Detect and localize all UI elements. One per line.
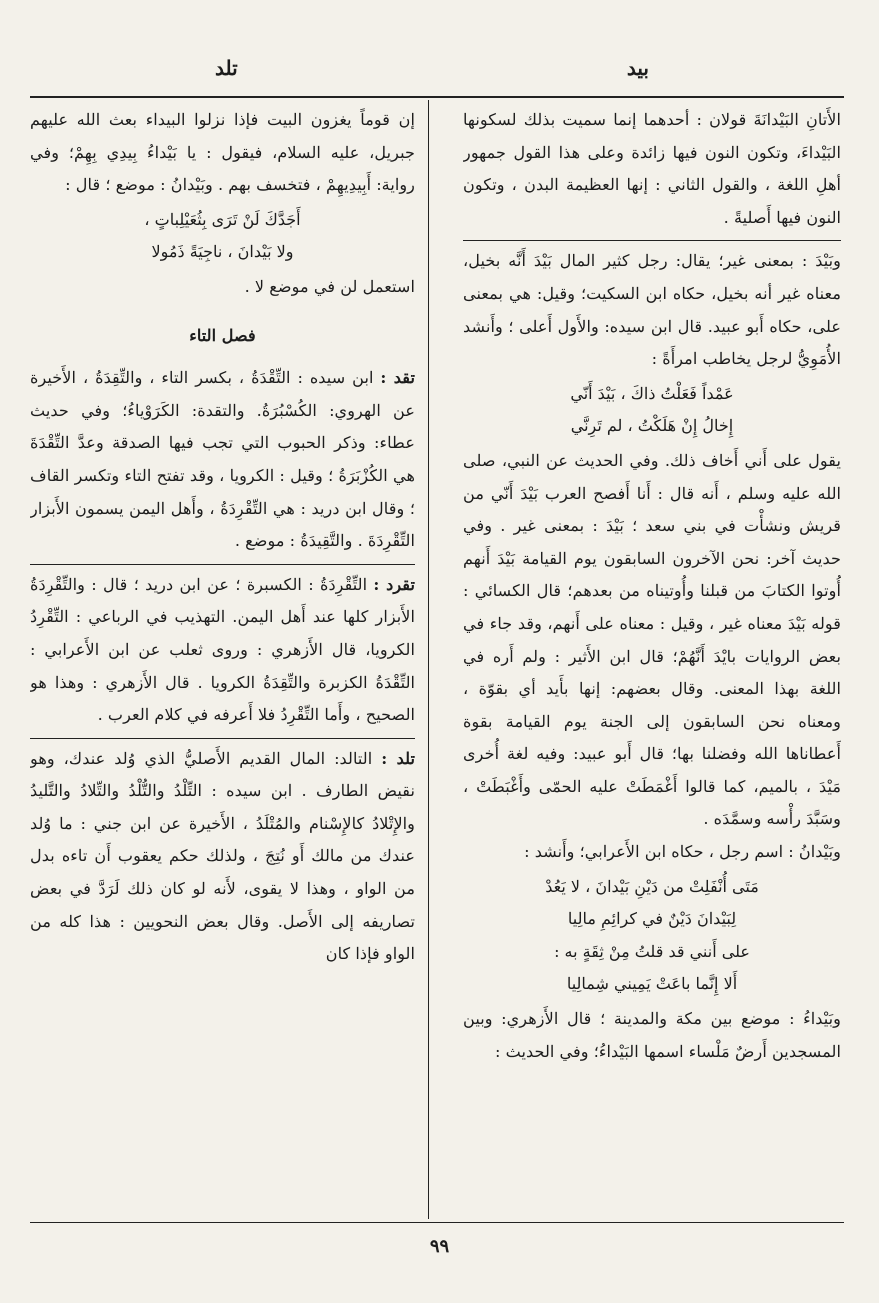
verse-line: أَلا إِنَّما باعَتْ يَمِيني شِمالِيا <box>566 974 738 994</box>
paragraph: وبَيْداءُ : موضع بين مكة والمدينة ؛ قال الأَزهري: وبين المسجدين أَرضٌ مَلْساء اسمها البَيْداءُ؛ وفي الحديث : <box>463 1009 841 1061</box>
page-header <box>40 52 839 92</box>
entry-tld <box>30 743 415 971</box>
paragraph: إن قوماً يغزون البيت فإذا نزلوا البيداء بعث الله عليهم جبريل، عليه السلام، فيقول : يا بَيْداءُ بِيدِي بِهِمْ؛ وفي رواية: أَبِيدِيهِمْ ، فتخسف بهم . وبَيْدانُ : موضع ؛ قال : <box>30 110 415 195</box>
column-divider <box>428 100 429 1219</box>
verse-line: لِبَيْدانَ دَيْنٌ في كرائِمِ مالِيا <box>567 909 737 929</box>
verse-line: عَمْداً فَعَلْتُ ذاكَ ، بَيْدَ أَنّي <box>570 383 734 403</box>
paragraph: استعمل لن في موضع لا . <box>244 276 415 296</box>
paragraph: وبَيْدَ : بمعنى غير؛ يقال: رجل كثير المال بَيْدَ أَنَّه بخيل، معناه غير أنه بخيل، حكاه ابن السكيت؛ وقيل: هي بمعنى على، حكاه أَبو عبيد. قال ابن سيده: والأَول أَعلى ؛ وأَنشد الأُمَوِيُّ لرجل يخاطب امرأَةً : <box>463 251 841 369</box>
section-title: فصل التاء <box>189 325 256 345</box>
verse-line: على أَنني قد قلتُ مِنْ ثِقَةٍ به : <box>554 941 750 961</box>
running-headword-right: بيد <box>626 56 649 80</box>
entry-tqd <box>30 362 415 558</box>
right-column <box>463 104 841 1217</box>
verse-line: ولا بَيْدانَ ، ناجِيَةً ذَمُولا <box>151 242 294 262</box>
entry-headword: تلد : <box>381 748 415 768</box>
entry-headword: تقرد : <box>373 574 415 594</box>
paragraph: الأَتانِ البَيْدانَةَ قولان : أحدهما إنما سميت بذلك لسكونها البَيْداءَ، وتكون النون فيها زائدة وعلى هذا القول جمهور أهلِ اللغة ، والقول الثاني : إنها العظيمة البدن ، وتكون النون فيها أَصليةً . <box>463 110 841 227</box>
left-column <box>30 104 415 1217</box>
entry-text: ابن سيده : التِّقْدَةُ ، بكسر التاء ، والتِّقِدَةُ ، الأَخيرة عن الهروي: الكُسْبُرَةُ. والتقدة: الكَرَوْياءُ؛ وفي حديث عطاء: وذكر الحبوب التي تجب فيها الصدقة وعدَّ التِّقْدَةَ هي الكُزْبَرَةُ ؛ وقيل : الكرويا ، وقد تفتح التاء وتكسر القاف ؛ وقال ابن دريد : هي التِّقْرِدَةُ ، وأَهل اليمن يسمون الأَبزار التِّقْرِدَةَ . والتَّقِيدَةُ : موضع . <box>30 368 415 551</box>
verse-line: إِخالُ إِنْ هَلَكْتُ ، لم تَرِنَّي <box>570 416 734 436</box>
paragraph: يقول على أَني أَخاف ذلك. وفي الحديث عن النبي، صلى الله عليه وسلم ، أَنه قال : أَنا أَفصح العرب بَيْدَ أَنّي من قريش ونشأْت في بني سعد ؛ بَيْدَ : بمعنى غير . وفي حديث آخر: نحن الآخرون السابقون يوم القيامة بَيْدَ أَنهم أُوتوا الكتابَ من قبلنا وأُوتيناه من بعدهم؛ قال الكسائي : قوله بَيْدَ معناه غير ، وقيل : معناه على أَنهم، وقد جاء في بعض الروايات بايْدَ أَنَّهُمْ؛ قال ابن الأَثير : ولم أَره في اللغة بهذا المعنى. وقال بعضهم: إنها بأَيد أي بقوّة ، ومعناه نحن السابقون إلى الجنة يوم القيامة بقوة أَعطاناها الله وفضلنا بها؛ قال أَبو عبيد: وفيه لغة أُخرى مَيْدَ ، بالميم، كما قالوا أَغْمَطَتْ عليه الحمّى وأَغْبَطَتْ ، وسَبَّدَ رأْسه وسمَّدَه . <box>463 450 841 829</box>
entry-text: التالد: المال القديم الأَصليُّ الذي وُلد عندك، وهو نقيض الطارف . ابن سيده : التِّلْدُ والتُّلْدُ والتِّلادُ والتَّليدُ والإِتْلادُ كالإِسْنام والمُتْلَدُ ، الأَخيرة عن ابن جني : ما وُلد عندك من مالك أَو نُتِجَ ، ولذلك حكم يعقوب أَن تاءه بدل من الواو ، وهذا لا يقوى، لأَنه لو كان ذلك لَرَدَّ في بعض تصاريفه إلى الأَصل. وقال بعض النحويين : هذا كله من الواو فإذا كان <box>30 748 415 964</box>
entry-separator <box>30 564 415 565</box>
footer-rule <box>30 1222 844 1223</box>
entry-headword: تقد : <box>380 368 415 388</box>
paragraph: وبَيْدانُ : اسم رجل ، حكاه ابن الأَعرابي؛ وأَنشد : <box>524 842 841 862</box>
entry-tqrd <box>30 569 415 732</box>
verse-line: أَجَدَّكَ لَنْ تَرَى بِثُعَيْلِباتٍ ، <box>144 209 301 229</box>
entry-text: التِّقْرِدَةُ : الكسبرة ؛ عن ابن دريد ؛ قال : والتِّقْرِدَةُ الأَبزار كلها عند أَهل اليمن. التهذيب في الرباعي : التِّقْرِدُ الكرويا، قال الأَزهري : وروى ثعلب عن ابن الأَعرابي : التِّقْدَةُ الكزبرة والتِّقِدَةُ الكرويا . قال الأَزهري : وهذا هو الصحيح ، وأَما التِّقْرِدُ فلا أَعرفه في كلام العرب . <box>30 574 415 725</box>
verse-line: مَتَى أُنْفَلِتْ من دَيْنِ بَيْدانَ ، لا يَعُدْ <box>545 876 759 896</box>
verse-block <box>30 204 415 269</box>
verse-block <box>463 378 841 443</box>
verse-block <box>463 871 841 1001</box>
page-number: ٩٩ <box>429 1236 450 1257</box>
entry-separator <box>463 240 841 241</box>
header-rule <box>30 96 844 98</box>
running-headword-left: تلد <box>215 56 238 80</box>
entry-separator <box>30 738 415 739</box>
